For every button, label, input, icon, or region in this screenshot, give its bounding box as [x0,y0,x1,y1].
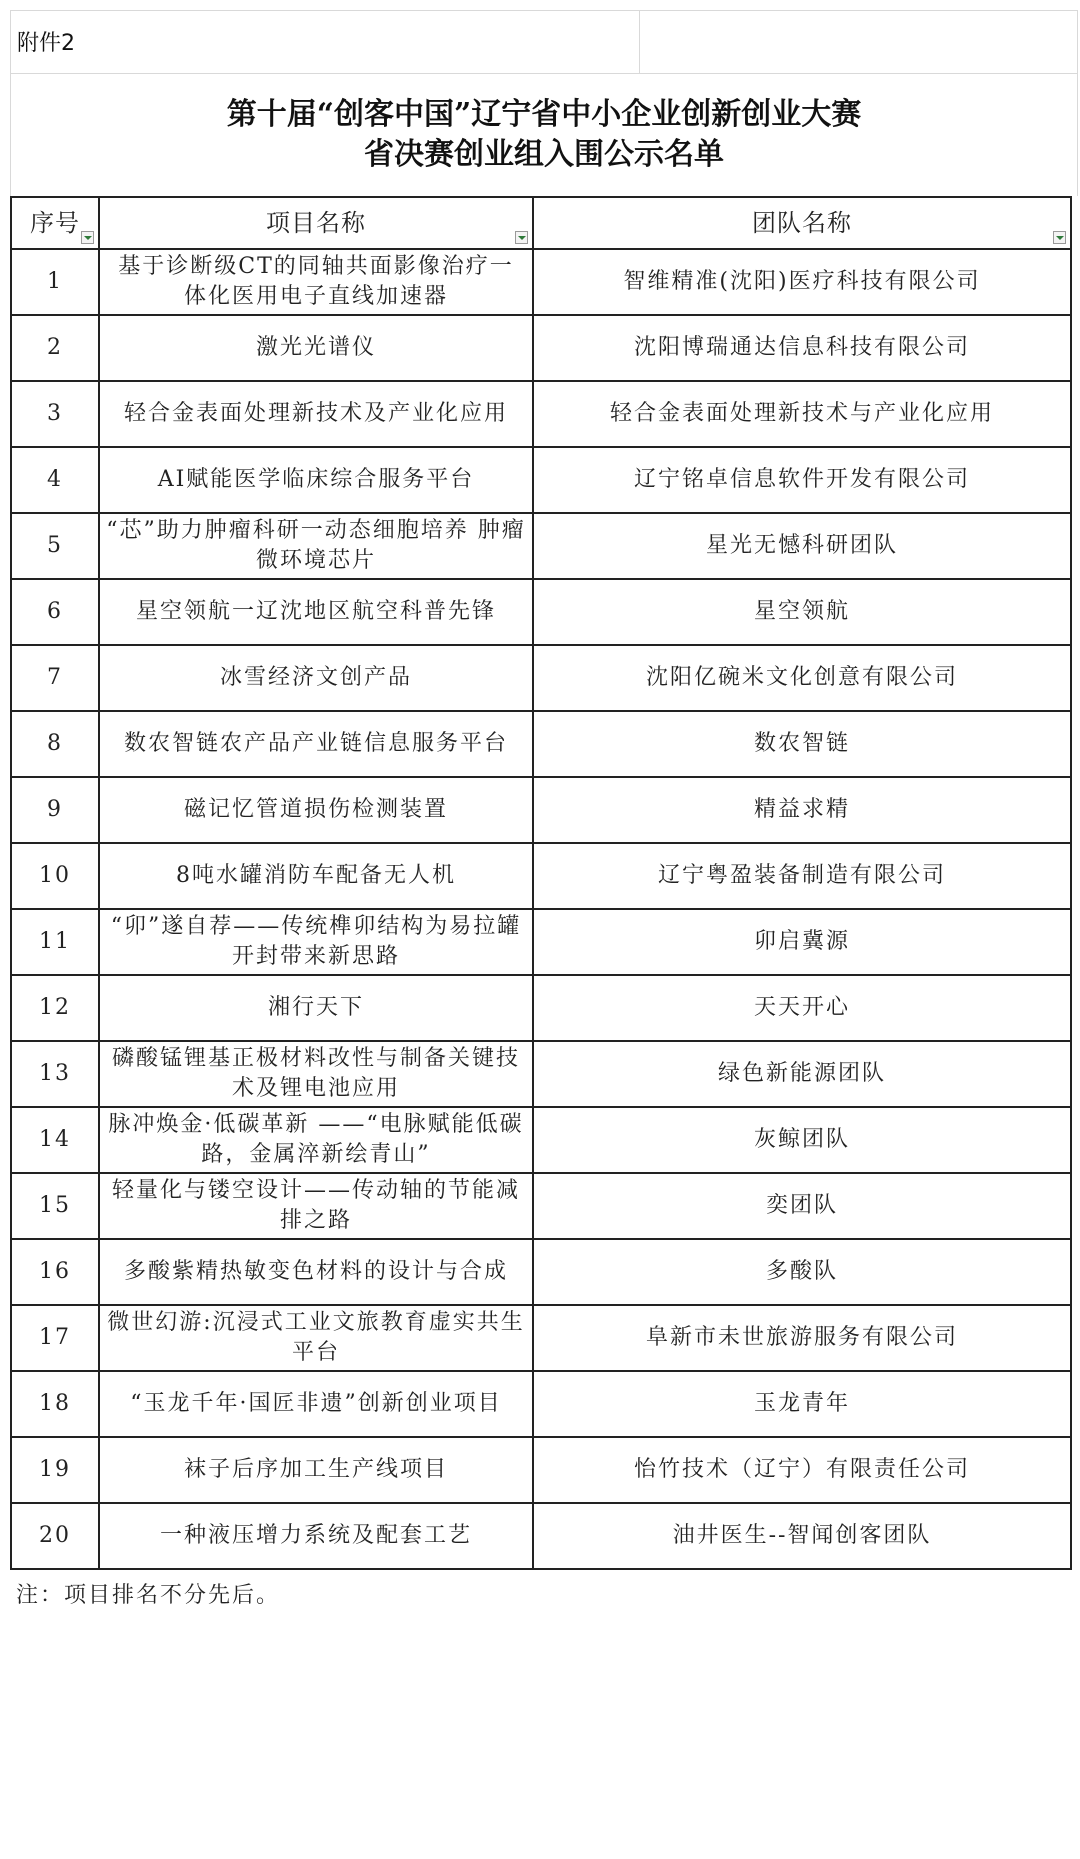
table-row [11,843,1071,909]
team-name: 多酸队 [533,1239,1071,1305]
team-name: 星空领航 [533,579,1071,645]
team-name: 怡竹技术（辽宁）有限责任公司 [533,1437,1071,1503]
attachment-bar [10,10,1078,73]
project-name: 磁记忆管道损伤检测装置 [99,777,533,843]
project-name: “卯”遂自荐——传统榫卯结构为易拉罐开封带来新思路 [99,909,533,975]
filter-dropdown-icon[interactable] [1053,231,1066,244]
header-team [533,197,1071,249]
table-row [11,1041,1071,1107]
table-row [11,1239,1071,1305]
project-name: 星空领航一辽沈地区航空科普先锋 [99,579,533,645]
table-row [11,381,1071,447]
filter-dropdown-icon[interactable] [81,231,94,244]
row-index: 3 [11,381,99,447]
row-index: 16 [11,1239,99,1305]
table-row [11,513,1071,579]
header-team-label: 团队名称 [752,209,852,237]
row-index: 17 [11,1305,99,1371]
team-name: 沈阳博瑞通达信息科技有限公司 [533,315,1071,381]
shortlist-table [10,196,1072,1570]
team-name: 智维精准(沈阳)医疗科技有限公司 [533,249,1071,315]
team-name: 轻合金表面处理新技术与产业化应用 [533,381,1071,447]
row-index: 9 [11,777,99,843]
row-index: 5 [11,513,99,579]
empty-cell [640,11,1069,73]
project-name: 多酸紫精热敏变色材料的设计与合成 [99,1239,533,1305]
table-row [11,645,1071,711]
project-name: 基于诊断级CT的同轴共面影像治疗一 体化医用电子直线加速器 [99,249,533,315]
document-page [10,10,1078,1609]
project-name: 一种液压增力系统及配套工艺 [99,1503,533,1569]
team-name: 星光无憾科研团队 [533,513,1071,579]
row-index: 12 [11,975,99,1041]
row-index: 11 [11,909,99,975]
team-name: 奕团队 [533,1173,1071,1239]
table-row [11,249,1071,315]
table-row [11,711,1071,777]
row-index: 1 [11,249,99,315]
title-line-1: 第十届“创客中国”辽宁省中小企业创新创业大赛 [226,97,862,132]
row-index: 14 [11,1107,99,1173]
project-name: “玉龙千年·国匠非遗”创新创业项目 [99,1371,533,1437]
table-row [11,579,1071,645]
project-name: 袜子后序加工生产线项目 [99,1437,533,1503]
row-index: 15 [11,1173,99,1239]
team-name: 辽宁粤盈装备制造有限公司 [533,843,1071,909]
project-name: “芯”助力肿瘤科研一动态细胞培养 肿瘤微环境芯片 [99,513,533,579]
header-project-label: 项目名称 [266,209,366,237]
filter-dropdown-icon[interactable] [515,231,528,244]
project-name: 轻合金表面处理新技术及产业化应用 [99,381,533,447]
table-row [11,447,1071,513]
team-name: 卯启冀源 [533,909,1071,975]
row-index: 7 [11,645,99,711]
project-name: 微世幻游:沉浸式工业文旅教育虚实共生平台 [99,1305,533,1371]
team-name: 沈阳亿碗米文化创意有限公司 [533,645,1071,711]
project-name: 湘行天下 [99,975,533,1041]
project-name: 激光光谱仪 [99,315,533,381]
table-body [11,249,1071,1569]
table-header-row [11,197,1071,249]
header-index [11,197,99,249]
table-row [11,1107,1071,1173]
team-name: 辽宁铭卓信息软件开发有限公司 [533,447,1071,513]
table-row [11,1437,1071,1503]
project-name: 冰雪经济文创产品 [99,645,533,711]
row-index: 18 [11,1371,99,1437]
footnote: 注：项目排名不分先后。 [16,1583,281,1608]
team-name: 油井医生--智闻创客团队 [533,1503,1071,1569]
row-index: 2 [11,315,99,381]
title-block [10,73,1078,196]
team-name: 数农智链 [533,711,1071,777]
project-name: 8吨水罐消防车配备无人机 [99,843,533,909]
row-index: 13 [11,1041,99,1107]
row-index: 6 [11,579,99,645]
table-row [11,777,1071,843]
title-line-2: 省决赛创业组入围公示名单 [364,137,724,172]
project-name: 磷酸锰锂基正极材料改性与制备关键技术及锂电池应用 [99,1041,533,1107]
table-row [11,1173,1071,1239]
project-name: 轻量化与镂空设计——传动轴的节能减排之路 [99,1173,533,1239]
row-index: 8 [11,711,99,777]
row-index: 19 [11,1437,99,1503]
team-name: 玉龙青年 [533,1371,1071,1437]
team-name: 绿色新能源团队 [533,1041,1071,1107]
table-row [11,1371,1071,1437]
row-index: 10 [11,843,99,909]
header-project [99,197,533,249]
table-row [11,1503,1071,1569]
header-index-label: 序号 [30,209,80,237]
table-row [11,315,1071,381]
project-name: AI赋能医学临床综合服务平台 [99,447,533,513]
team-name: 灰鲸团队 [533,1107,1071,1173]
table-row [11,1305,1071,1371]
team-name: 天天开心 [533,975,1071,1041]
team-name: 精益求精 [533,777,1071,843]
table-row [11,909,1071,975]
attachment-label: 附件2 [11,11,640,73]
team-name: 阜新市未世旅游服务有限公司 [533,1305,1071,1371]
row-index: 20 [11,1503,99,1569]
project-name: 脉冲焕金·低碳革新 ——“电脉赋能低碳路，金属淬新绘青山” [99,1107,533,1173]
row-index: 4 [11,447,99,513]
project-name: 数农智链农产品产业链信息服务平台 [99,711,533,777]
table-row [11,975,1071,1041]
